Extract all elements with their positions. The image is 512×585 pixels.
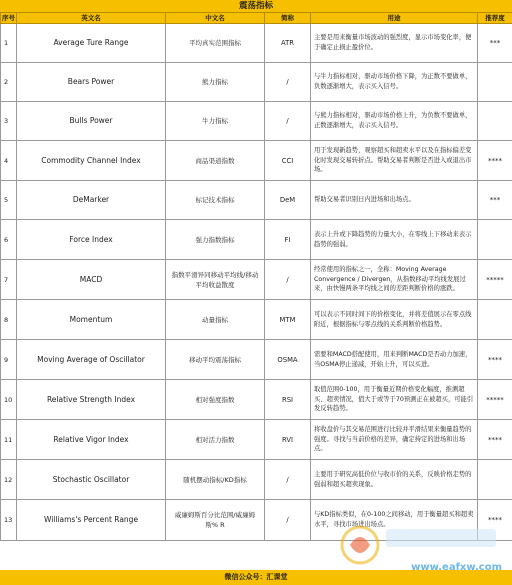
row-abbreviation: /	[265, 460, 311, 500]
row-abbreviation: DeM	[265, 181, 311, 220]
table-row	[1, 141, 512, 181]
row-chinese-name: 随机摆动指标/KD指标	[166, 460, 265, 500]
row-chinese-name: 指数平滑异同移动平均线/移动平均收益散度	[166, 260, 265, 300]
row-usage: 与牛力指标相对，驱动市场价格下降，为正数不要做单，负数逐渐增大，表示买入信号。	[311, 63, 478, 102]
row-index: 5	[1, 181, 17, 220]
table-title: 震荡指标	[0, 0, 512, 12]
table-row	[1, 500, 512, 541]
header-english-name: 英文名	[17, 13, 166, 24]
row-recommendation: *****	[478, 380, 512, 420]
row-english-name: Momentum	[17, 300, 166, 340]
row-usage: 取值范围0-100，用于衡量近期价格变化幅度，推测超买、超卖情况，值大于或等于70预测正在被超买，可能引发反转趋势。	[311, 380, 478, 420]
row-usage: 用于发现新趋势，观察超买和超卖水平以及在指标偏差变化时发现交易转折点。帮助交易者判断是否进入或退出市场。	[311, 141, 478, 181]
row-chinese-name: 移动平均震荡指标	[166, 340, 265, 380]
row-recommendation	[478, 300, 512, 340]
row-index: 4	[1, 141, 17, 181]
table-row	[1, 220, 512, 260]
row-recommendation	[478, 102, 512, 141]
row-chinese-name: 牛力指标	[166, 102, 265, 141]
footer-banner: 微信公众号：汇课堂	[0, 570, 512, 585]
row-chinese-name: 平均真实范围指标	[166, 24, 265, 63]
row-abbreviation: /	[265, 63, 311, 102]
row-abbreviation: OSMA	[265, 340, 311, 380]
table-row	[1, 260, 512, 300]
table-row	[1, 340, 512, 380]
table-row	[1, 460, 512, 500]
table-row	[1, 420, 512, 460]
row-usage: 可以表示不同时间下的价格变化，并将差值展示在零点线附近，根据指标与零点线的关系判断价格趋势。	[311, 300, 478, 340]
row-english-name: Commodity Channel Index	[17, 141, 166, 181]
row-english-name: Bulls Power	[17, 102, 166, 141]
row-english-name: Williams's Percent Range	[17, 500, 166, 541]
row-index: 9	[1, 340, 17, 380]
row-index: 8	[1, 300, 17, 340]
header-usage: 用途	[311, 13, 478, 24]
row-recommendation	[478, 63, 512, 102]
row-recommendation: *****	[478, 260, 512, 300]
row-usage: 主要用于研究高低价位与收市价的关系，反映价格走势的强弱和超买超卖现象。	[311, 460, 478, 500]
watermark-url: www.eafxw.com	[411, 562, 502, 573]
row-chinese-name: 动量指标	[166, 300, 265, 340]
header-chinese-name: 中文名	[166, 13, 265, 24]
row-english-name: Relative Vigor Index	[17, 420, 166, 460]
row-english-name: Moving Average of Oscillator	[17, 340, 166, 380]
row-usage: 帮助交易者识别日内进场和出场点。	[311, 181, 478, 220]
row-abbreviation: /	[265, 102, 311, 141]
row-chinese-name: 熊力指标	[166, 63, 265, 102]
row-recommendation: ****	[478, 340, 512, 380]
row-recommendation	[478, 220, 512, 260]
row-index: 13	[1, 500, 17, 541]
row-recommendation: ***	[478, 181, 512, 220]
table-row	[1, 63, 512, 102]
row-usage: 将收盘价与其交易范围进行比较并平滑结果来衡量趋势的强度。寻找与当前价格的差异，确定持定的进场和出场点。	[311, 420, 478, 460]
row-abbreviation: RVI	[265, 420, 311, 460]
row-abbreviation: /	[265, 260, 311, 300]
row-recommendation: ***	[478, 24, 512, 63]
row-english-name: Stochastic Oscillator	[17, 460, 166, 500]
row-usage: 需要和MACD搭配使用，用来判断MACD是否动力加速，当OSMA停止递减，开始上升，可以买进。	[311, 340, 478, 380]
row-usage: 主要是用来衡量市场波动的强烈度，显示市场变化率，便于确定止损止盈价位。	[311, 24, 478, 63]
row-index: 2	[1, 63, 17, 102]
table-row	[1, 380, 512, 420]
row-recommendation	[478, 460, 512, 500]
row-usage: 与KD指标类似，在0-100之间移动，用于衡量超买和超卖水平，寻找市场进出场点。	[311, 500, 478, 541]
header-row	[1, 13, 512, 24]
table-row	[1, 300, 512, 340]
row-english-name: MACD	[17, 260, 166, 300]
row-abbreviation: RSI	[265, 380, 311, 420]
header-recommendation: 推荐度	[478, 13, 512, 24]
row-abbreviation: ATR	[265, 24, 311, 63]
indicator-table	[0, 12, 512, 541]
table-body	[1, 24, 512, 541]
header-index: 序号	[2, 13, 15, 22]
row-chinese-name: 商品渠道指数	[166, 141, 265, 181]
row-index: 12	[1, 460, 17, 500]
table-row	[1, 102, 512, 141]
row-chinese-name: 相对强度指数	[166, 380, 265, 420]
row-abbreviation: CCI	[265, 141, 311, 181]
row-english-name: Force Index	[17, 220, 166, 260]
table-row	[1, 24, 512, 63]
header-abbreviation: 简称	[265, 13, 311, 24]
row-usage: 与熊力指标相对，驱动市场价格上升，为负数不要做单，正数逐渐增大，表示买入信号。	[311, 102, 478, 141]
row-recommendation: ****	[478, 420, 512, 460]
row-chinese-name: 威廉姆斯百分比范围/威廉姆斯% R	[166, 500, 265, 541]
row-index: 3	[1, 102, 17, 141]
row-usage: 经常使用的指标之一，全称：Moving Average Convergence / Divergen，从指数移动平均线发展过来，由快慢两条平均线之间的差距判断价格的涨跌。	[311, 260, 478, 300]
row-chinese-name: 相对活力指数	[166, 420, 265, 460]
row-index: 7	[1, 260, 17, 300]
row-index: 11	[1, 420, 17, 460]
row-recommendation: ****	[478, 141, 512, 181]
row-english-name: Average Ture Range	[17, 24, 166, 63]
row-english-name: Bears Power	[17, 63, 166, 102]
row-usage: 表示上升或下降趋势的力量大小，在零线上下移动来表示趋势的强弱。	[311, 220, 478, 260]
row-chinese-name: 标记技术指标	[166, 181, 265, 220]
row-abbreviation: MTM	[265, 300, 311, 340]
row-index: 1	[1, 24, 17, 63]
row-index: 10	[1, 380, 17, 420]
row-chinese-name: 强力指数指标	[166, 220, 265, 260]
row-abbreviation: FI	[265, 220, 311, 260]
row-abbreviation: /	[265, 500, 311, 541]
table-row	[1, 181, 512, 220]
row-index: 6	[1, 220, 17, 260]
row-english-name: Relative Strength Index	[17, 380, 166, 420]
row-recommendation: ****	[478, 500, 512, 541]
row-english-name: DeMarker	[17, 181, 166, 220]
